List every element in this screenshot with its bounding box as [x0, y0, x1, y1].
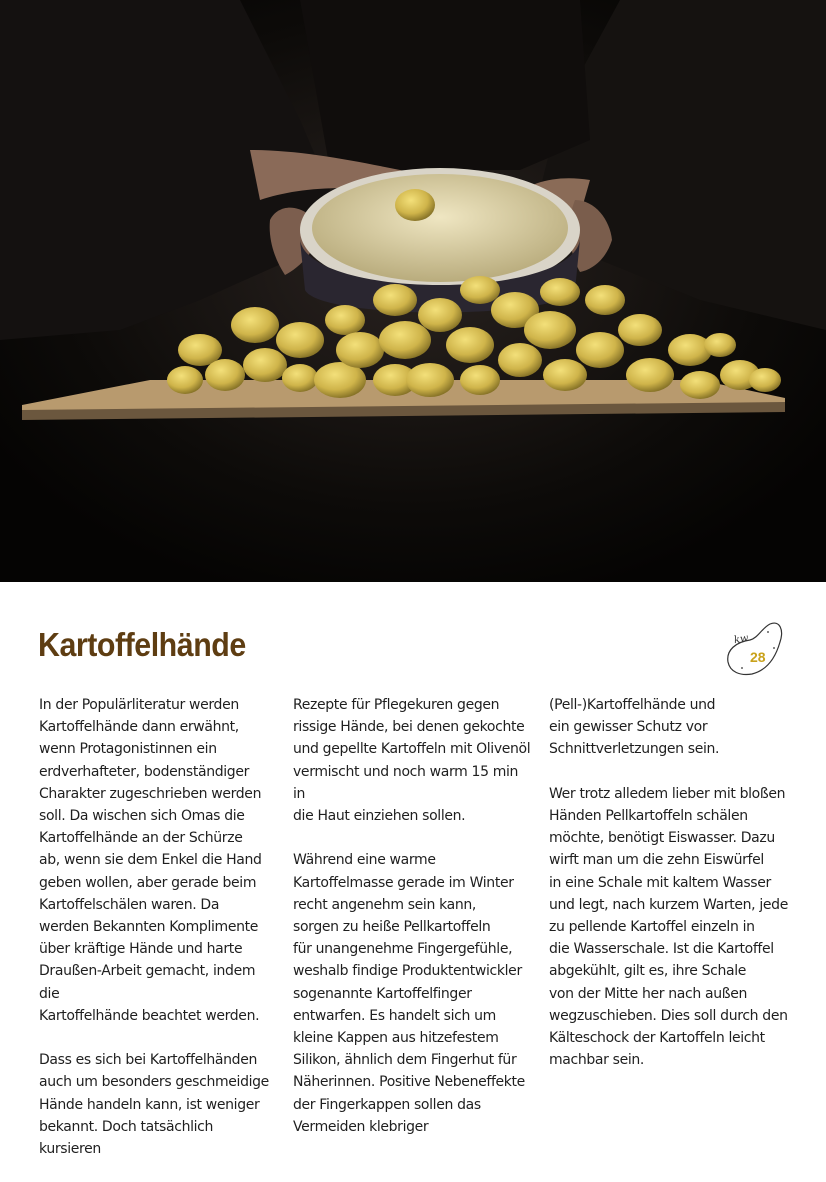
paragraph: Rezepte für Pflegekuren gegen rissige Hände, bei denen gekochte und gepellte Kartoffeln mit Olivenöl vermischt und noch warm 15 min in die Haut einziehen sollen.: [293, 697, 531, 825]
paragraph: Dass es sich bei Kartoffelhänden auch um besonders geschmeidige Hände handeln kann, ist weniger bekannt. Doch tatsächlich kursieren: [39, 1052, 269, 1158]
text-column-3: [549, 694, 789, 1094]
header-photo: [0, 0, 826, 582]
peeled-potatoes-photo-icon: [0, 0, 826, 582]
page-number: 28: [750, 649, 766, 665]
page-title: Kartoffelhände: [38, 626, 246, 663]
paragraph: Wer trotz alledem lieber mit bloßen Händen Pellkartoffeln schälen möchte, benötigt Eiswasser. Dazu wirft man um die zehn Eiswürfel in eine Schale mit kaltem Wasser und legt, nach kurzem Warten, jede zu pellende Kartoffel einzeln in die Wasserschale. Ist die Kartoffel abgekühlt, gilt es, ihre Schale von der Mitte her nach außen wegzuschieben. Dies soll durch den Kälteschock der Kartoffeln leicht machbar sein.: [549, 785, 788, 1069]
paragraph: (Pell-)Kartoffelhände und ein gewisser Schutz vor Schnittverletzungen sein.: [549, 697, 720, 758]
text-column-1: [39, 694, 279, 1182]
paragraph: Während eine warme Kartoffelmasse gerade im Winter recht angenehm sein kann, sorgen zu heiße Pellkartoffeln für unangenehme Fingergefühle, weshalb findige Produktentwickler sogenannte Kartoffelfinger entwarfen. Es handelt sich um kleine Kappen aus hitzefestem Silikon, ähnlich dem Fingerhut für Näherinnen. Positive Nebeneffekte der Fingerkappen sollen das Vermeiden klebriger: [293, 852, 525, 1135]
text-column-2: [293, 694, 533, 1160]
badge-initials: kw: [733, 632, 750, 647]
paragraph: In der Populärliteratur werden Kartoffelhände dann erwähnt, wenn Protagonistinnen ein erdverhafteter, bodenständiger Charakter zugeschrieben werden soll. Da wischen sich Omas die Kartoffelhände an der Schürze ab, wenn sie dem Enkel die Hand geben wollen, aber gerade beim Kartoffelschälen waren. Da werden Bekannten Komplimente über kräftige Hände und harte Draußen-Arbeit gemacht, indem die Kartoffelhände beachtet werden.: [39, 697, 262, 1024]
